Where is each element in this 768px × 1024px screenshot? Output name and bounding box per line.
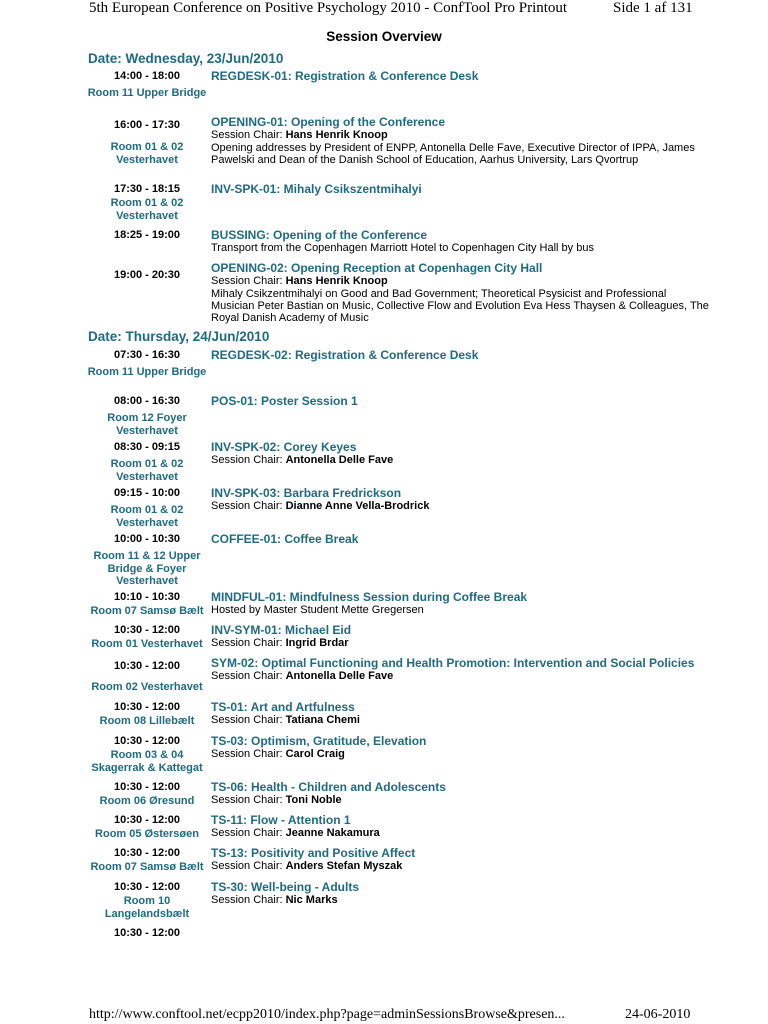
session-time: 16:00 - 17:30 <box>113 119 181 131</box>
footer-date: 24-06-2010 <box>625 1007 691 1022</box>
chair-label: Session Chair: <box>211 275 283 288</box>
session-room: Room 06 Øresund <box>99 795 195 808</box>
chair-label: Session Chair: <box>211 670 283 683</box>
session-title[interactable]: TS-06: Health - Children and Adolescents <box>211 780 446 794</box>
session-room: Room 01 & 02 Vesterhavet <box>110 141 184 166</box>
session-room: Room 07 Samsø Bælt <box>90 605 204 618</box>
chair-label: Session Chair: <box>211 860 283 873</box>
session-time: 10:30 - 12:00 <box>113 814 181 826</box>
chair-name: Toni Noble <box>285 794 342 807</box>
chair-name: Carol Craig <box>285 748 345 761</box>
session-title[interactable]: OPENING-01: Opening of the Conference <box>211 115 446 129</box>
chair-name: Hans Henrik Knoop <box>285 275 388 288</box>
session-time: 10:30 - 12:00 <box>113 735 181 747</box>
session-title[interactable]: TS-01: Art and Artfulness <box>211 700 355 714</box>
session-room: Room 08 Lillebælt <box>99 715 195 728</box>
chair-name: Anders Stefan Myszak <box>285 860 403 873</box>
session-time: 19:00 - 20:30 <box>113 269 181 281</box>
session-chair <box>211 637 711 649</box>
date-heading-thursday: Date: Thursday, 24/Jun/2010 <box>88 329 270 344</box>
session-time: 10:30 - 12:00 <box>113 881 181 893</box>
chair-label: Session Chair: <box>211 500 283 513</box>
session-title[interactable]: REGDESK-01: Registration & Conference Desk <box>211 69 479 83</box>
session-room: Room 01 & 02 Vesterhavet <box>110 458 184 483</box>
session-title[interactable]: TS-30: Well-being - Adults <box>211 880 360 894</box>
chair-label: Session Chair: <box>211 637 283 650</box>
session-title[interactable]: INV-SPK-01: Mihaly Csikszentmihalyi <box>211 182 422 196</box>
session-chair <box>211 129 711 141</box>
session-time: 18:25 - 19:00 <box>113 229 181 241</box>
chair-name: Antonella Delle Fave <box>285 454 394 467</box>
chair-label: Session Chair: <box>211 714 283 727</box>
session-time: 08:00 - 16:30 <box>113 395 181 407</box>
chair-label: Session Chair: <box>211 748 283 761</box>
session-time: 10:30 - 12:00 <box>113 927 181 939</box>
print-header <box>0 0 768 20</box>
session-room: Room 02 Vesterhavet <box>91 681 203 694</box>
chair-label: Session Chair: <box>211 894 283 907</box>
session-time: 10:30 - 12:00 <box>113 781 181 793</box>
session-room: Room 01 & 02 Vesterhavet <box>110 197 184 222</box>
session-title[interactable]: MINDFUL-01: Mindfulness Session during Coffee Break <box>211 590 528 604</box>
chair-name: Ingrid Brdar <box>285 637 349 650</box>
date-heading-wednesday: Date: Wednesday, 23/Jun/2010 <box>88 51 284 66</box>
session-room: Room 12 Foyer Vesterhavet <box>107 412 187 437</box>
footer-url[interactable]: http://www.conftool.net/ecpp2010/index.php?page=adminSessionsBrowse&presen... <box>89 1007 565 1022</box>
session-time: 10:30 - 12:00 <box>113 660 181 672</box>
session-room: Room 01 Vesterhavet <box>91 638 203 651</box>
chair-name: Antonella Delle Fave <box>285 670 394 683</box>
chair-name: Hans Henrik Knoop <box>285 129 388 142</box>
session-chair <box>211 275 711 287</box>
session-title[interactable]: REGDESK-02: Registration & Conference Desk <box>211 348 479 362</box>
session-title[interactable]: TS-13: Positivity and Positive Affect <box>211 846 416 860</box>
session-title[interactable]: INV-SPK-02: Corey Keyes <box>211 440 357 454</box>
session-title[interactable]: BUSSING: Opening of the Conference <box>211 228 428 242</box>
session-room: Room 01 & 02 Vesterhavet <box>110 504 184 529</box>
session-description: Transport from the Copenhagen Marriott Hotel to Copenhagen City Hall by bus <box>211 242 594 255</box>
session-time: 10:00 - 10:30 <box>113 533 181 545</box>
chair-name: Nic Marks <box>285 894 338 907</box>
session-title[interactable]: INV-SYM-01: Michael Eid <box>211 623 352 637</box>
session-chair <box>211 794 711 806</box>
session-time: 10:30 - 12:00 <box>113 701 181 713</box>
session-time: 08:30 - 09:15 <box>113 441 181 453</box>
session-time: 09:15 - 10:00 <box>113 487 181 499</box>
session-title[interactable]: COFFEE-01: Coffee Break <box>211 532 359 546</box>
session-chair <box>211 860 711 872</box>
chair-name: Dianne Anne Vella-Brodrick <box>285 500 430 513</box>
session-title[interactable]: POS-01: Poster Session 1 <box>211 394 358 408</box>
session-chair <box>211 714 711 726</box>
session-room: Room 07 Samsø Bælt <box>90 861 204 874</box>
header-title: 5th European Conference on Positive Psychology 2010 - ConfTool Pro Printout <box>89 0 568 16</box>
session-title[interactable]: INV-SPK-03: Barbara Fredrickson <box>211 486 402 500</box>
chair-name: Tatiana Chemi <box>285 714 360 727</box>
chair-label: Session Chair: <box>211 129 283 142</box>
header-page-number: Side 1 af 131 <box>613 0 693 16</box>
session-description: Hosted by Master Student Mette Gregersen <box>211 604 424 617</box>
session-title[interactable]: OPENING-02: Opening Reception at Copenhagen City Hall <box>211 261 543 275</box>
session-chair <box>211 454 711 466</box>
session-chair <box>211 670 711 682</box>
session-chair <box>211 500 711 512</box>
chair-name: Jeanne Nakamura <box>285 827 380 840</box>
chair-label: Session Chair: <box>211 794 283 807</box>
chair-label: Session Chair: <box>211 454 283 467</box>
page-title: Session Overview <box>326 29 442 44</box>
session-time: 10:30 - 12:00 <box>113 624 181 636</box>
session-room: Room 10 Langelandsbælt <box>104 895 190 920</box>
session-time: 17:30 - 18:15 <box>113 183 181 195</box>
session-time: 10:30 - 12:00 <box>113 847 181 859</box>
session-title[interactable]: TS-11: Flow - Attention 1 <box>211 813 351 827</box>
session-title[interactable]: TS-03: Optimism, Gratitude, Elevation <box>211 734 427 748</box>
session-title[interactable]: SYM-02: Optimal Functioning and Health Promotion: Intervention and Social Policies <box>211 656 695 670</box>
chair-label: Session Chair: <box>211 827 283 840</box>
session-meta <box>86 70 208 100</box>
session-time: 14:00 - 18:00 <box>113 70 181 82</box>
session-chair <box>211 894 711 906</box>
session-room: Room 03 & 04 Skagerrak & Kattegat <box>91 749 203 774</box>
session-time: 10:10 - 10:30 <box>113 591 181 603</box>
session-room: Room 11 Upper Bridge <box>87 366 207 379</box>
session-description: Opening addresses by President of ENPP, Antonella Delle Fave, Executive Director of IPPA, James Pawelski and Dean of the Danish School of Education, Aarhus University, Lars Qvortrup <box>211 141 695 167</box>
session-room: Room 11 Upper Bridge <box>87 87 207 100</box>
session-chair <box>211 748 711 760</box>
session-room: Room 11 & 12 Upper Bridge & Foyer Vesterhavet <box>93 550 201 588</box>
session-chair <box>211 827 711 839</box>
session-room: Room 05 Østersøen <box>95 828 199 841</box>
session-description: Mihaly Csikzentmihalyi on Good and Bad Government; Theoretical Psysicist and Professional Musician Peter Bastian on Music, Collective Flow and Evolution Eva Hess Thaysen & Colleagues, The Royal Danish Academy of Music <box>211 287 709 325</box>
session-time: 07:30 - 16:30 <box>113 349 181 361</box>
